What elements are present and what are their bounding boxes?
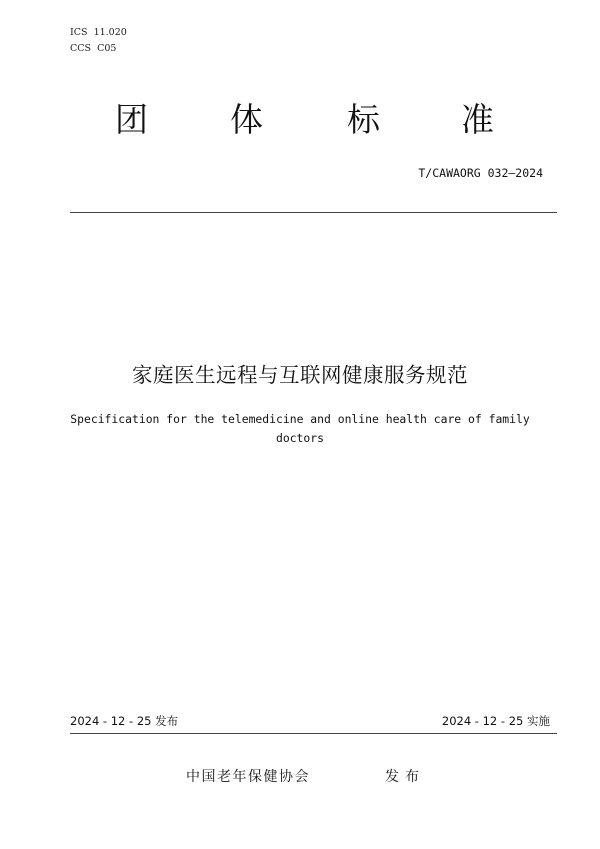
implement-date: 2024 - 12 - 25 实施	[441, 714, 550, 728]
bottom-divider	[70, 733, 557, 734]
top-divider	[70, 212, 557, 213]
publisher-name: 中国老年保健协会	[186, 769, 310, 785]
standard-type-char: 准	[461, 100, 494, 139]
publish-date: 2024 - 12 - 25 发布	[70, 714, 179, 728]
standard-number: T/CAWAORG 032—2024	[418, 166, 543, 180]
standard-type-char: 体	[230, 100, 263, 139]
publish-label: 发布	[385, 769, 425, 785]
document-title-cn: 家庭医生远程与互联网健康服务规范	[132, 363, 468, 387]
ccs-code: CCS C05	[70, 43, 117, 54]
standard-type-char: 团	[115, 100, 148, 139]
standard-type-char: 标	[347, 100, 380, 139]
document-title-en: Specification for the telemedicine and online health care of family doctors	[70, 412, 530, 445]
ics-code: ICS 11.020	[70, 27, 127, 38]
